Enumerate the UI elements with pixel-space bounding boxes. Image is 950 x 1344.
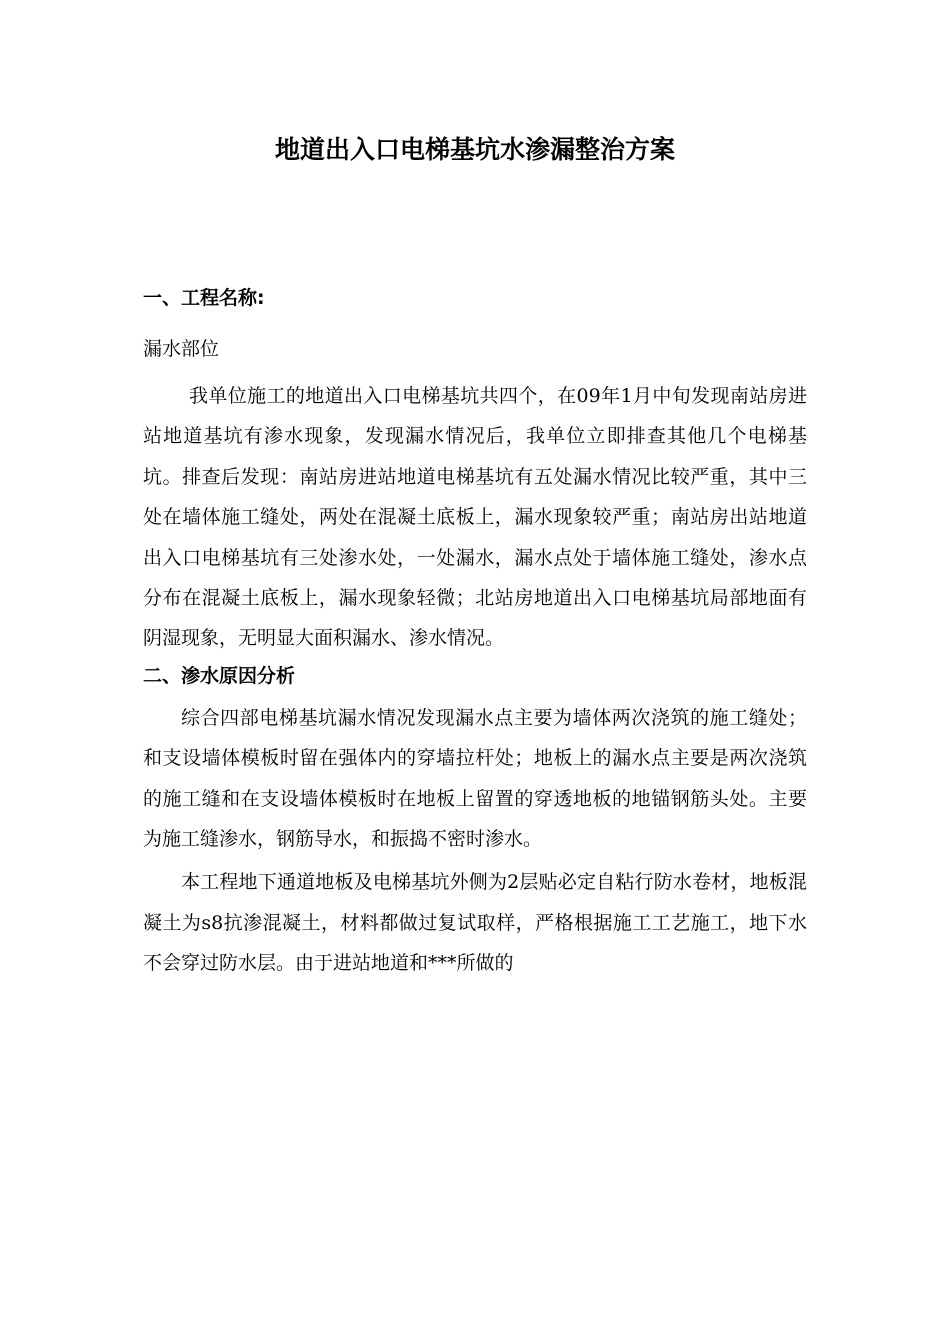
section-2-heading: 二、渗水原因分析 [143,664,296,687]
section-2-paragraph-1: 综合四部电梯基坑漏水情况发现漏水点主要为墙体两次浇筑的施工缝处；和支设墙体模板时留在强体内的穿墙拉杆处；地板上的漏水点主要是两次浇筑的施工缝和在支设墙体模板时在地板上留置的穿透地板的地锚钢筋头处。主要为施工缝渗水，钢筋导水，和振捣不密时渗水。 [143,706,807,851]
document-body [143,283,807,984]
section-2-paragraph-2: 本工程地下通道地板及电梯基坑外侧为2层贴必定自粘行防水卷材，地板混凝土为s8抗渗混凝土，材料都做过复试取样，严格根据施工工艺施工，地下水不会穿过防水层。由于进站地道和***所做的 [143,871,807,975]
section-1-paragraph: 我单位施工的地道出入口电梯基坑共四个，在09年1月中旬发现南站房进站地道基坑有渗水现象，发现漏水情况后，我单位立即排查其他几个电梯基坑。排查后发现：南站房进站地道电梯基坑有五处漏水情况比较严重，其中三处在墙体施工缝处，两处在混凝土底板上，漏水现象较严重；南站房出站地道出入口电梯基坑有三处渗水处，一处漏水，漏水点处于墙体施工缝处，渗水点分布在混凝土底板上，漏水现象轻微；北站房地道出入口电梯基坑局部地面有阴湿现象，无明显大面积漏水、渗水情况。 [143,385,807,650]
section-1-subheading: 漏水部位 [143,338,220,360]
section-1-heading: 一、工程名称: [143,287,265,309]
document-title: 地道出入口电梯基坑水渗漏整治方案 [274,135,675,164]
